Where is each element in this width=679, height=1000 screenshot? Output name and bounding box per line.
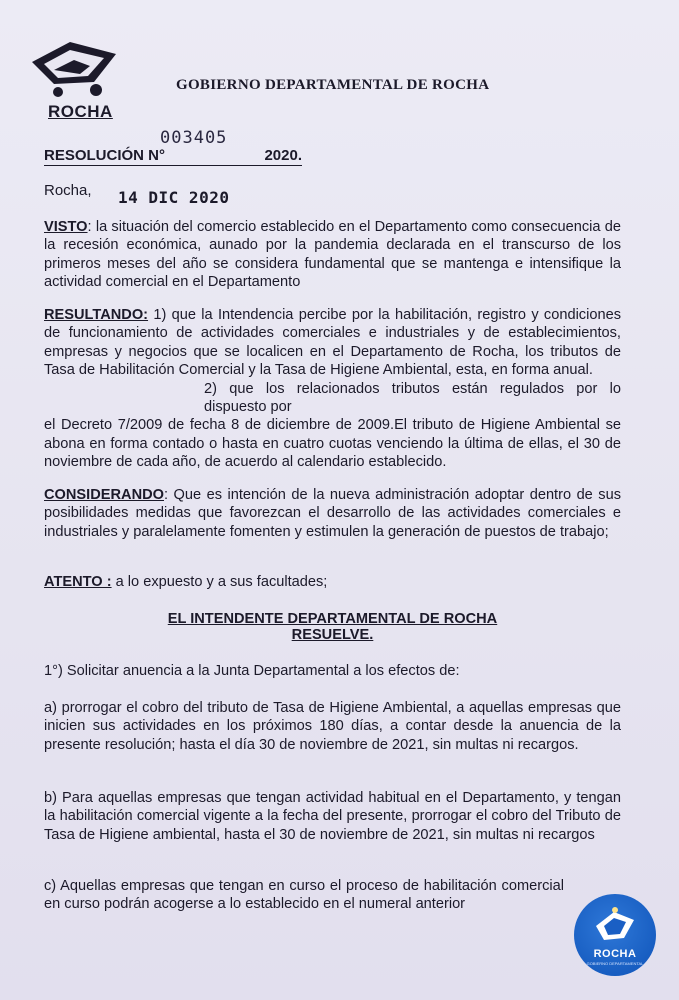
resultando-paragraph — [44, 306, 621, 472]
resolve-item-b: b) Para aquellas empresas que tengan actividad habitual en el Departamento, y tengan la habilitación comercial vigente a la fecha del presente, prorrogar el cobro del Tributo de Tasa de Higiene ambiental, hasta el 30 de noviembre de 2021, sin multas ni recargos — [44, 790, 621, 843]
resultando-item-1: 1) que la Intendencia percibe por la habilitación, registro y condiciones de funcionamiento de actividades comerciales e industriales y de establecimientos, empresas y negocios que se localicen en el Departamento de Rocha, los tributos de Tasa de Habilitación Comercial y la Tasa de Higiene Ambiental, esta, en forma anual. — [44, 307, 621, 379]
atento-keyword: ATENTO : — [44, 574, 112, 590]
seal-emblem-icon — [590, 904, 640, 948]
seal-subtext: GOBIERNO DEPARTAMENTAL — [586, 961, 644, 966]
resolution-number: 003405 — [160, 128, 228, 148]
date-stamp: 14 DIC 2020 — [118, 188, 230, 207]
visto-paragraph — [44, 218, 621, 292]
visto-text: : la situación del comercio establecido en el Departamento como consecuencia de la recesión económica, aunado por la pandemia declarada en el transcurso de los primeros meses del año se considera fundamental que se mantenga e intensifique la actividad comercial en el Departamento — [44, 219, 621, 291]
resolution-year: 2020. — [264, 147, 302, 164]
atento-paragraph — [44, 573, 621, 591]
considerando-text: : Que es intención de la nueva administración adoptar dentro de sus posibilidades medidas que favorezcan el desarrollo de las actividades comerciales e industriales y paralelamente fomenten y estimulen la generación de puestos de trabajo; — [44, 487, 621, 540]
atento-text: a lo expuesto y a sus facultades; — [111, 574, 328, 590]
resolve-item-c: c) Aquellas empresas que tengan en curso el proceso de habilitación comercial en curso podrán acogerse a lo establecido en el numeral anterior — [44, 878, 564, 913]
resultando-item-2-rest: el Decreto 7/2009 de fecha 8 de diciembre de 2009.El tributo de Higiene Ambiental se abona en forma contado o hasta en cuatro cuotas venciendo la última de ellas, el 30 de noviembre de cada año, de acuerdo al calendario establecido. — [44, 417, 621, 471]
coat-of-arms-icon — [24, 32, 124, 102]
rocha-logo — [24, 32, 124, 122]
resultando-item-2-first: 2) que los relacionados tributos están regulados por lo dispuesto por — [204, 380, 621, 416]
considerando-paragraph — [44, 486, 621, 541]
visto-keyword: VISTO — [44, 219, 88, 235]
rocha-seal-badge — [574, 894, 656, 976]
resolve-item-1: 1°) Solicitar anuencia a la Junta Departamental a los efectos de: — [44, 663, 460, 679]
date-place: Rocha, — [44, 182, 92, 199]
resuelve-title: RESUELVE. — [291, 627, 374, 643]
logo-text: ROCHA — [48, 102, 113, 121]
seal-text: ROCHA — [593, 948, 637, 960]
considerando-keyword: CONSIDERANDO — [44, 487, 164, 503]
intendente-title: EL INTENDENTE DEPARTAMENTAL DE ROCHA — [167, 611, 498, 627]
resultando-keyword: RESULTANDO: — [44, 307, 149, 323]
header-title: GOBIERNO DEPARTAMENTAL DE ROCHA — [176, 77, 490, 93]
resolution-line — [44, 147, 302, 166]
resolution-label: RESOLUCIÓN N° — [44, 147, 166, 164]
resolve-item-a: a) prorrogar el cobro del tributo de Tasa de Higiene Ambiental, a aquellas empresas que inicien sus actividades en los próximos 180 días, a contar desde la anuencia de la presente resolución; hasta el día 30 de noviembre de 2021, sin multas ni recargos. — [44, 700, 621, 753]
